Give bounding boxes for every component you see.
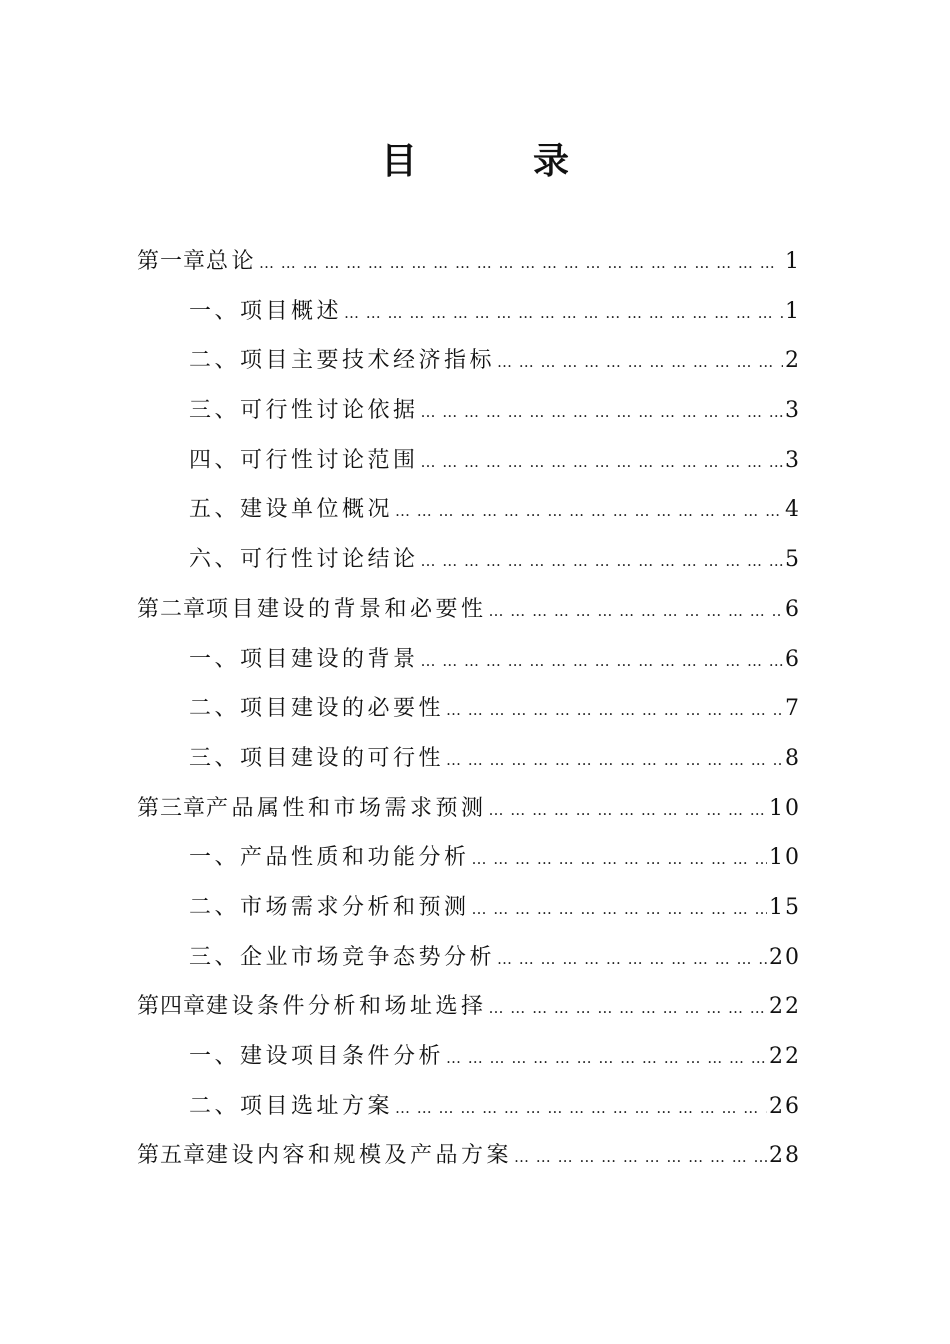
dot-leader [344, 289, 783, 339]
dot-leader [489, 984, 767, 1034]
page-number: 15 [769, 894, 801, 920]
chapter-number: 第二章 [137, 596, 207, 622]
dot-leader [489, 587, 783, 637]
toc-entry-chapter[interactable] [137, 784, 801, 834]
page-number: 6 [785, 646, 801, 672]
entry-title: 五、建设单位概况 [189, 497, 394, 523]
toc-entry-section[interactable] [137, 635, 801, 685]
entry-title: 产品属性和市场需求预测 [206, 795, 487, 821]
toc-entry-chapter[interactable] [137, 1131, 801, 1181]
page-number: 10 [769, 795, 801, 821]
entry-title: 一、建设项目条件分析 [189, 1044, 445, 1069]
toc-entry-section[interactable] [137, 734, 801, 784]
entry-title: 建设内容和规模及产品方案 [206, 1143, 513, 1169]
page-number: 4 [785, 497, 801, 523]
dot-leader [421, 637, 783, 687]
dot-leader [259, 239, 783, 289]
dot-leader [497, 338, 783, 388]
entry-title: 三、项目建设的可行性 [189, 745, 445, 771]
page-number: 3 [785, 398, 801, 424]
toc-entry-section[interactable] [137, 883, 801, 933]
chapter-number: 第一章 [137, 249, 207, 274]
dot-leader [446, 686, 783, 736]
entry-title: 二、项目主要技术经济指标 [189, 348, 496, 374]
page-number: 22 [769, 1044, 801, 1069]
entry-title: 二、市场需求分析和预测 [189, 894, 470, 920]
toc-entry-section[interactable] [137, 485, 801, 535]
entry-title: 建设条件分析和场址选择 [206, 994, 487, 1020]
page-number: 20 [769, 944, 801, 970]
page-number: 26 [769, 1093, 801, 1119]
entry-title: 二、项目选址方案 [189, 1093, 394, 1119]
dot-leader [446, 736, 783, 786]
toc-entry-section[interactable] [137, 535, 801, 585]
entry-title: 一、产品性质和功能分析 [189, 845, 470, 871]
entry-title: 三、企业市场竞争态势分析 [189, 944, 496, 970]
entry-title: 项目建设的背景和必要性 [206, 596, 487, 622]
page-number: 28 [769, 1143, 801, 1169]
page-number: 8 [785, 745, 801, 771]
dot-leader [446, 1034, 767, 1084]
toc-entry-section[interactable] [137, 833, 801, 883]
toc-entry-section[interactable] [137, 287, 801, 337]
page-number: 7 [785, 696, 801, 722]
page-number: 22 [769, 994, 801, 1020]
dot-leader [497, 935, 767, 985]
chapter-number: 第四章 [137, 994, 207, 1020]
toc-entry-chapter[interactable] [137, 982, 801, 1032]
chapter-number: 第五章 [137, 1143, 207, 1169]
toc-entry-section[interactable] [137, 336, 801, 386]
dot-leader [489, 786, 767, 836]
toc-entry-section[interactable] [137, 684, 801, 734]
entry-title: 三、可行性讨论依据 [189, 398, 419, 424]
dot-leader [472, 835, 767, 885]
page-number: 2 [785, 348, 801, 374]
toc-entry-section[interactable] [137, 386, 801, 436]
dot-leader [421, 537, 783, 587]
entry-title: 六、可行性讨论结论 [189, 547, 419, 573]
page-number: 1 [785, 298, 801, 324]
entry-title: 一、项目概述 [189, 298, 343, 324]
entry-title: 四、可行性讨论范围 [189, 447, 419, 473]
toc-entry-section[interactable] [137, 933, 801, 983]
page-number: 3 [785, 447, 801, 473]
page-number: 6 [785, 596, 801, 622]
entry-title: 总论 [206, 249, 258, 274]
page-number: 1 [785, 249, 801, 274]
page-number: 10 [769, 845, 801, 871]
table-of-contents [137, 237, 801, 1181]
dot-leader [421, 438, 783, 488]
page-number: 5 [785, 547, 801, 573]
toc-entry-section[interactable] [137, 1032, 801, 1082]
chapter-number: 第三章 [137, 795, 207, 821]
dot-leader [395, 487, 783, 537]
toc-entry-section[interactable] [137, 436, 801, 486]
toc-entry-section[interactable] [137, 1082, 801, 1132]
toc-entry-chapter[interactable] [137, 585, 801, 635]
dot-leader [421, 388, 783, 438]
entry-title: 一、项目建设的背景 [189, 646, 419, 672]
toc-entry-chapter[interactable] [137, 237, 801, 287]
dot-leader [472, 885, 767, 935]
dot-leader [514, 1133, 767, 1183]
entry-title: 二、项目建设的必要性 [189, 696, 445, 722]
dot-leader [395, 1084, 767, 1134]
toc-title: 目 录 [380, 141, 609, 182]
